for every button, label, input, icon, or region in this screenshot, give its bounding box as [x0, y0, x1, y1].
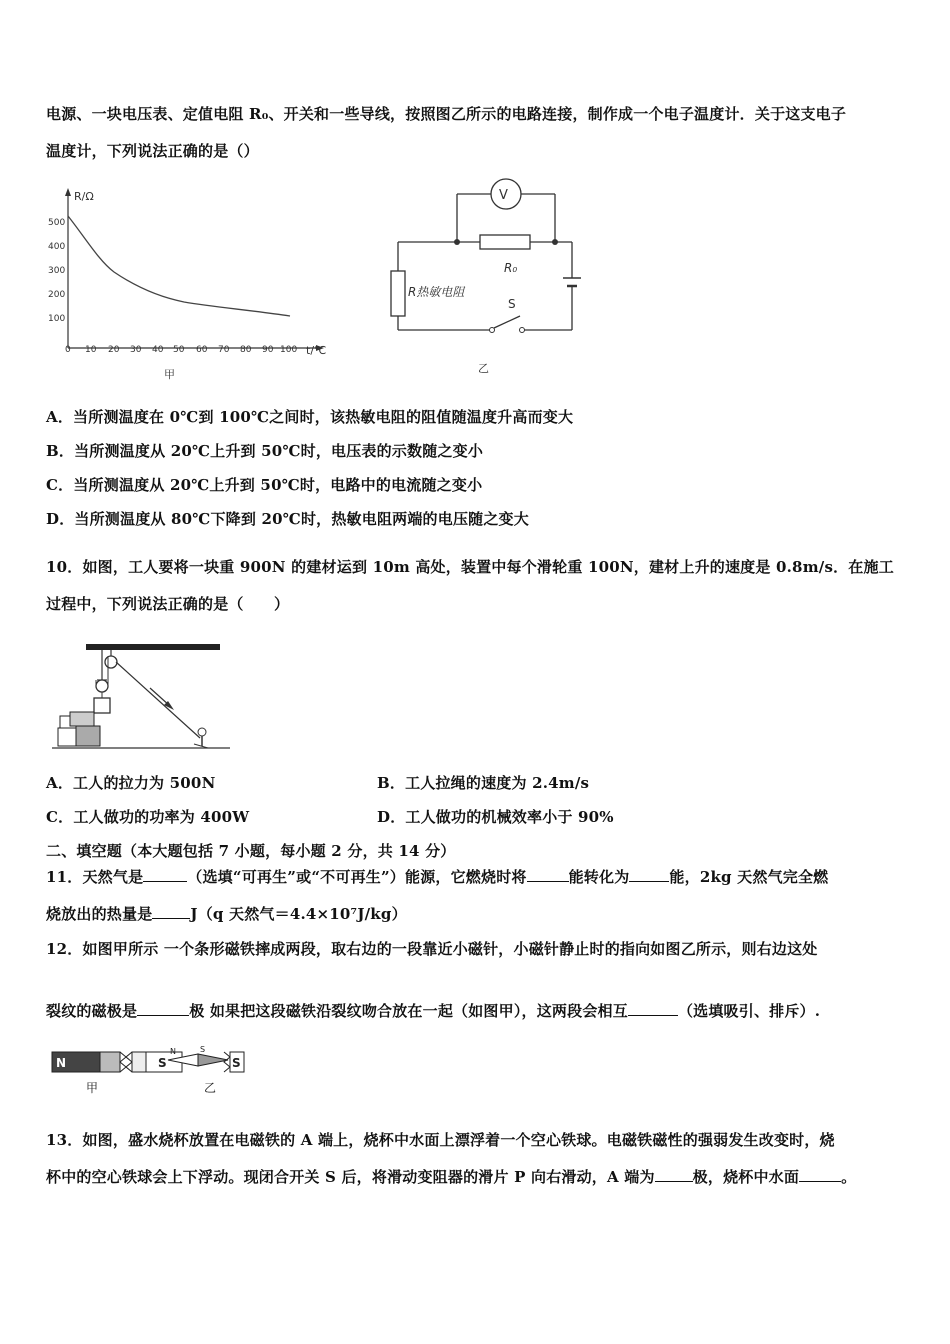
compass-n-label: N: [170, 1047, 176, 1056]
y-tick: 100: [48, 314, 66, 324]
q13-part3: 。: [841, 1168, 857, 1186]
q11-part4: 能，2kg 天然气完全燃: [669, 868, 829, 886]
q11-line1: [46, 866, 828, 887]
x-tick: 50: [173, 345, 185, 355]
q13-blank2: [799, 1167, 841, 1182]
magnet-figure: [48, 1046, 258, 1098]
q11-part3: 能转化为: [568, 868, 630, 886]
y-tick: 300: [48, 266, 66, 276]
pulley-figure: [52, 640, 232, 758]
q13-part1: 杯中的空心铁球会上下浮动。现闭合开关 S 后，将滑动变阻器的滑片 P 向右滑动，A 端为: [46, 1168, 655, 1186]
voltmeter-label: V: [499, 188, 508, 203]
q11-blank3: [629, 867, 669, 882]
y-tick: 500: [48, 218, 66, 228]
magnet-n-label: N: [56, 1056, 67, 1070]
q10-line2: 过程中，下列说法正确的是（ ）: [46, 595, 290, 613]
q11-blank1: [143, 867, 187, 882]
q13-part2: 极，烧杯中水面: [692, 1168, 800, 1186]
q11-part2: （选填“可再生”或“不可再生”）能源，它燃烧时将: [187, 868, 527, 886]
magnet-caption-b: 乙: [204, 1081, 217, 1095]
x-tick: 90: [262, 345, 274, 355]
x-tick: 70: [218, 345, 230, 355]
q12-blank1: [137, 1001, 189, 1016]
x-tick: 20: [108, 345, 120, 355]
q10-option-a: A．工人的拉力为 500N: [46, 774, 216, 792]
r0-label: R₀: [504, 261, 518, 275]
y-tick: 200: [48, 290, 66, 300]
q9-option-a: A．当所测温度在 0℃到 100℃之间时，该热敏电阻的阻值随温度升高而变大: [46, 408, 574, 426]
q9-option-b: B．当所测温度从 20℃上升到 50℃时，电压表的示数随之变小: [46, 442, 484, 460]
x-tick: 0: [65, 345, 71, 355]
x-tick: 80: [240, 345, 252, 355]
compass-s-label: S: [200, 1046, 206, 1054]
circuit-diagram: [380, 176, 600, 376]
resistance-temperature-graph: [44, 186, 334, 381]
switch-label: S: [508, 297, 516, 311]
q10-option-c: C．工人做功的功率为 400W: [46, 808, 250, 826]
x-tick: 10: [85, 345, 97, 355]
q13-line1: 13．如图，盛水烧杯放置在电磁铁的 A 端上，烧杯中水面上漂浮着一个空心铁球。电磁铁磁性的强弱发生改变时，烧: [46, 1131, 835, 1149]
q12-part2: 极 如果把这段磁铁沿裂纹吻合放在一起（如图甲），这两段会相互: [189, 1002, 628, 1020]
q13-blank1: [655, 1167, 693, 1182]
q11-part5: 烧放出的热量是: [46, 905, 153, 923]
graph-xlabel: t/℃: [306, 344, 327, 357]
q10-option-d: D．工人做功的机械效率小于 90%: [377, 808, 614, 826]
x-tick: 60: [196, 345, 208, 355]
q11-blank4: [152, 904, 190, 919]
q12-part1: 裂纹的磁极是: [46, 1002, 138, 1020]
q12-line2: [46, 1000, 820, 1021]
q11-part1: 11．天然气是: [46, 868, 144, 886]
graph-caption: 甲: [164, 368, 175, 381]
q12-blank2: [628, 1001, 678, 1016]
q12-line1: 12．如图甲所示 一个条形磁铁摔成两段，取右边的一段靠近小磁针，小磁针静止时的指向如图乙所示，则右边这处: [46, 940, 818, 958]
broken-s-label: S: [232, 1056, 241, 1070]
circuit-caption: 乙: [478, 362, 489, 375]
graph-ylabel: R/Ω: [74, 190, 94, 203]
q10-line1: 10．如图，工人要将一块重 900N 的建材运到 10m 高处，装置中每个滑轮重 100N，建材上升的速度是 0.8m/s．在施工: [46, 558, 894, 576]
x-tick: 30: [130, 345, 142, 355]
q9-intro-line1: 电源、一块电压表、定值电阻 R₀、开关和一些导线，按照图乙所示的电路连接，制作成一个电子温度计．关于这支电子: [46, 105, 847, 123]
thermistor-label: R热敏电阻: [408, 285, 465, 299]
q12-part3: （选填吸引、排斥）.: [677, 1002, 821, 1020]
q13-line2: [46, 1166, 856, 1187]
q9-intro-line2: 温度计，下列说法正确的是（）: [46, 142, 259, 160]
section-heading: 二、填空题（本大题包括 7 小题，每小题 2 分，共 14 分）: [46, 842, 456, 860]
q10-option-b: B．工人拉绳的速度为 2.4m/s: [377, 774, 590, 792]
magnet-caption-a: 甲: [86, 1081, 99, 1095]
q9-option-c: C．当所测温度从 20℃上升到 50℃时，电路中的电流随之变小: [46, 476, 483, 494]
q11-blank2: [527, 867, 569, 882]
magnet-s-label: S: [158, 1056, 167, 1070]
resistance-curve: [68, 216, 290, 316]
x-tick: 40: [152, 345, 164, 355]
q11-part6: J（q 天然气＝4.4×10⁷J/kg）: [190, 905, 407, 923]
y-tick: 400: [48, 242, 66, 252]
q11-line2: [46, 903, 407, 924]
x-tick: 100: [280, 345, 298, 355]
q9-option-d: D．当所测温度从 80℃下降到 20℃时，热敏电阻两端的电压随之变大: [46, 510, 529, 528]
